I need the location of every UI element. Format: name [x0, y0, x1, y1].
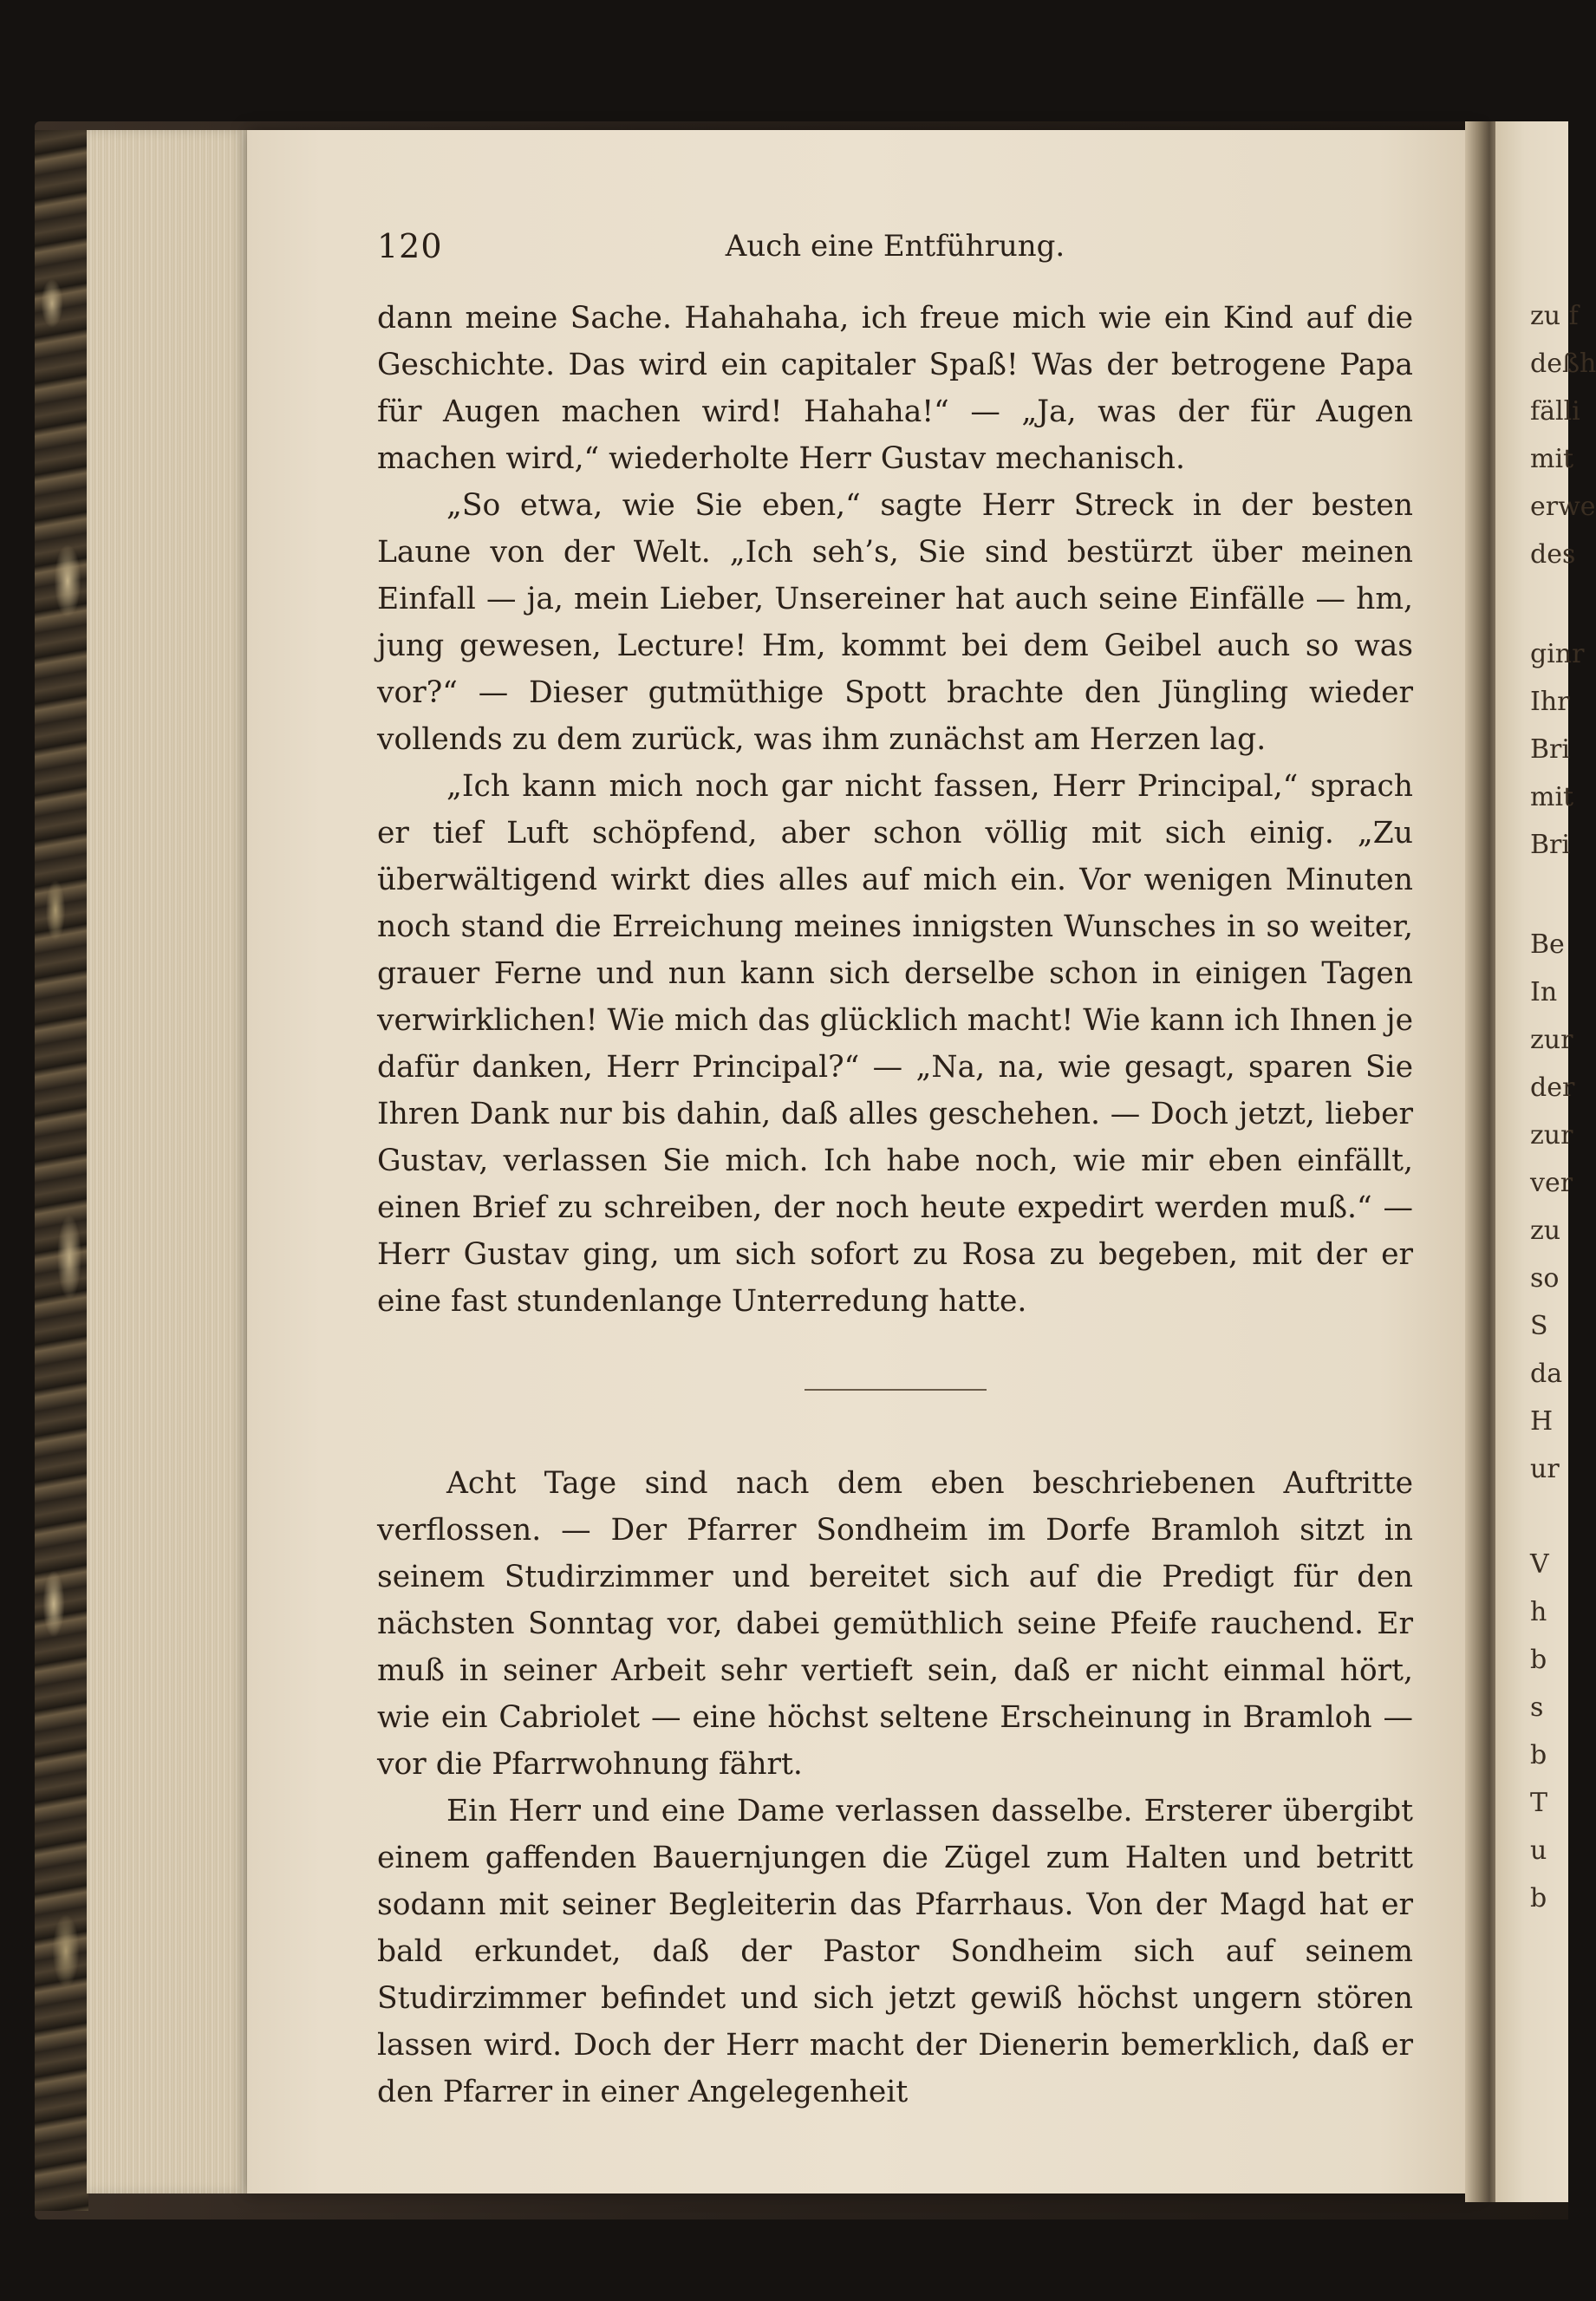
- paragraph: Ein Herr und eine Dame verlassen dasselbe. Ersterer übergibt einem gaffenden Bauernjungen die Zügel zum Halten und betritt sodann mit seiner Begleiterin das Pfarrhaus. Von der Magd hat er bald erkundet, daß der Pastor Sondheim sich auf seinem Studirzimmer befindet und sich jetzt gewiß höchst ungern stören lassen wird. Doch der Herr macht der Dienerin bemerklich, daß er den Pfarrer in einer Angelegenheit: [377, 1794, 1413, 2109]
- next-page-fragment: ginr: [1530, 639, 1585, 669]
- next-page-fragment: Be: [1530, 929, 1565, 960]
- paragraph: Acht Tage sind nach dem eben beschriebenen Auftritte verflossen. — Der Pfarrer Sondheim im Dorfe Bramloh sitzt in seinem Studirzimmer und bereitet sich auf die Predigt für den nächsten Sonntag vor, dabei gemüthlich seine Pfeife rauchend. Er muß in seiner Arbeit sehr vertieft sein, daß er nicht einmal hört, wie ein Cabriolet — eine höchst seltene Erscheinung in Bramloh — vor die Pfarrwohnung fährt.: [377, 1466, 1413, 1782]
- next-page-fragment: V: [1530, 1549, 1549, 1580]
- next-page-fragment: deßh: [1530, 349, 1596, 379]
- next-page-fragment: ver: [1530, 1168, 1573, 1198]
- next-page-fragment: H: [1530, 1406, 1554, 1437]
- marbled-edge: [35, 130, 88, 2211]
- next-page-fragment: mit: [1530, 782, 1574, 812]
- next-page-fragment: mit: [1530, 444, 1574, 474]
- next-page-fragment: zu: [1530, 1216, 1561, 1246]
- section-divider: [805, 1389, 987, 1391]
- next-page-fragment: da: [1530, 1359, 1563, 1389]
- page-edges: [87, 130, 251, 2193]
- next-page-fragment: u: [1530, 1835, 1547, 1866]
- next-page-fragment: zur: [1530, 1120, 1573, 1150]
- next-page-fragment: b: [1530, 1883, 1547, 1913]
- running-title: Auch eine Entführung.: [725, 229, 1065, 264]
- next-page-fragment: Ihr: [1530, 687, 1570, 717]
- next-page-fragment: zur: [1530, 1025, 1573, 1055]
- next-page-fragment: so: [1530, 1263, 1560, 1294]
- next-page-fragment: ur: [1530, 1454, 1560, 1484]
- running-head: [377, 227, 1413, 279]
- next-page-fragment: In: [1530, 977, 1558, 1007]
- page-number: 120: [377, 227, 443, 265]
- next-page-fragment: b: [1530, 1645, 1547, 1675]
- book-gutter: [1465, 121, 1500, 2202]
- next-page-fragment: erwe: [1530, 492, 1596, 522]
- next-page-fragment: S: [1530, 1311, 1548, 1341]
- next-page-fragment: Bri: [1530, 830, 1570, 860]
- next-page-fragment: fälli: [1530, 396, 1580, 427]
- paragraph: dann meine Sache. Hahahaha, ich freue mich wie ein Kind auf die Geschichte. Das wird ein capitaler Spaß! Was der betrogene Papa für Augen machen wird! Hahaha!“ — „Ja, was der für Augen machen wird,“ wiederholte Herr Gustav mechanisch.: [377, 301, 1413, 476]
- next-page-fragment: des: [1530, 539, 1576, 570]
- next-page-fragment: h: [1530, 1597, 1547, 1627]
- next-page-fragment: der: [1530, 1072, 1575, 1103]
- next-page-fragment: s: [1530, 1692, 1544, 1723]
- paragraph: „Ich kann mich noch gar nicht fassen, Herr Principal,“ sprach er tief Luft schöpfend, aber schon völlig mit sich einig. „Zu überwältigend wirkt dies alles auf mich ein. Vor wenigen Minuten noch stand die Erreichung meines innigsten Wunsches in so weiter, grauer Ferne und nun kann sich derselbe schon in einigen Tagen verwirklichen! Wie mich das glücklich macht! Wie kann ich Ihnen je dafür danken, Herr Principal?“ — „Na, na, wie gesagt, sparen Sie Ihren Dank nur bis dahin, daß alles geschehen. — Doch jetzt, lieber Gustav, verlassen Sie mich. Ich habe noch, wie mir eben einfällt, einen Brief zu schreiben, der noch heute expedirt werden muß.“ — Herr Gustav ging, um sich sofort zu Rosa zu begeben, mit der er eine fast stundenlange Unterredung hatte.: [377, 769, 1413, 1319]
- page-text: [377, 227, 1413, 2115]
- next-page-fragment: b: [1530, 1740, 1547, 1770]
- next-page-fragment: T: [1530, 1788, 1548, 1818]
- next-page-edge: [1495, 121, 1596, 2202]
- next-page-fragment: zu f: [1530, 301, 1579, 331]
- paragraph: „So etwa, wie Sie eben,“ sagte Herr Streck in der besten Laune von der Welt. „Ich seh’s, Sie sind bestürzt über meinen Einfall — ja, mein Lieber, Unsereiner hat auch seine Einfälle — hm, jung gewesen, Lecture! Hm, kommt bei dem Geibel auch so was vor?“ — Dieser gutmüthige Spott brachte den Jüngling wieder vollends zu dem zurück, was ihm zunächst am Herzen lag.: [377, 488, 1413, 757]
- next-page-fragment: Bri: [1530, 734, 1570, 765]
